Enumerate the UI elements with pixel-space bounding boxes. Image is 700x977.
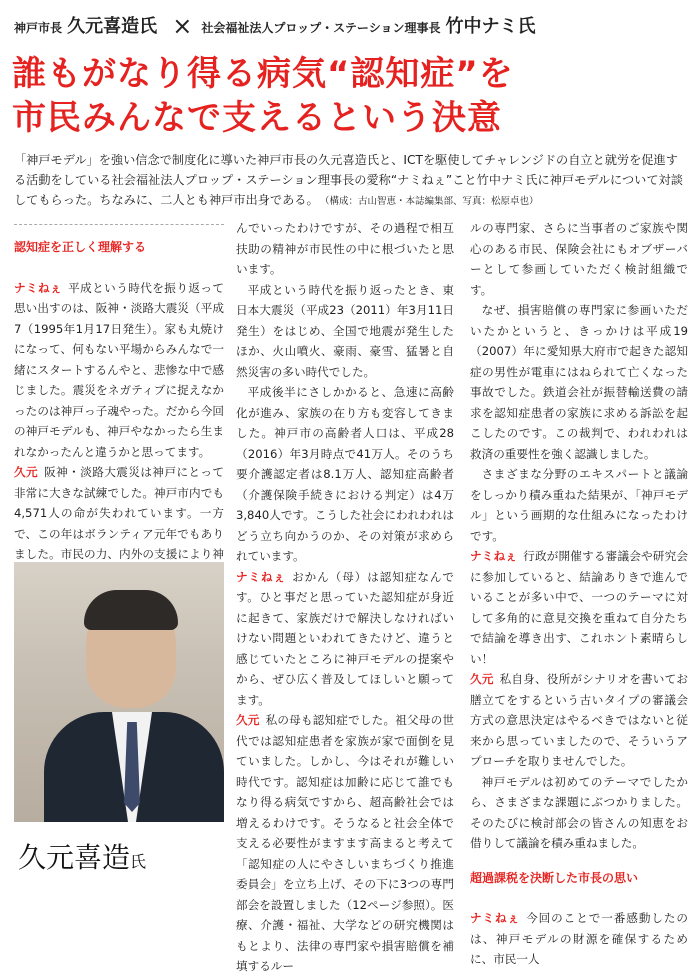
article-header [14, 10, 694, 40]
speaker-label: 久元 [470, 672, 494, 686]
paragraph: 神戸モデルは初めてのテーマでしたから、さまざまな課題にぶつかりました。そのたびに検討部会の皆さんの知恵をお借りして議論を積み重ねました。 [470, 774, 688, 850]
section-heading: 認知症を正しく理解する [14, 240, 147, 254]
column-2 [236, 218, 454, 977]
speaker-label: ナミねぇ [14, 280, 63, 295]
headline-line2: 市民みんなで支えるという決意 [12, 98, 502, 138]
paragraph: ナミねぇ 行政が開催する審議会や研究会に参加していると、結論ありきで進んでいることが多い中で、一つのテーマに対して多角的に意見交換を重ねて自分たちで結論を導き出す、これホント素晴らしい！ [470, 549, 688, 666]
name-hisamoto: 久元喜造氏 [67, 16, 158, 37]
paragraph: 久元 私の母も認知症でした。祖父母の世代では認知症患者を家族が家で面倒を見ていました。しかし、今はそれが難しい時代です。認知症は加齢に応じて誰でもなり得る病気ですから、超高齢社会では増えるわけです。そうなると社会全体で支える必要性がますます高まると考えて「認知症の人にやさしいまちづくり推進委員会」を立ち上げ、その下に3つの専門部会を設置しました（12ページ参照）。医療、介護・福祉、大学などの研究機関はもとより、法律の専門家や損害賠償を補填するルー [236, 713, 454, 973]
speaker-label: 久元 [14, 465, 39, 479]
paragraph: ナミねぇ 今回のことで一番感動したのは、神戸モデルの財源を確保するために、市民一人 [470, 911, 688, 966]
paragraph: ルの専門家、さらに当事者のご家族や関心のある市民、保険会社にもオブザーバーとして参画していただく検討組織です。 [470, 221, 688, 297]
role-chairperson: 社会福祉法人プロップ・ステーション理事長 [201, 21, 441, 35]
speaker-label: 久元 [236, 713, 260, 727]
speaker-label: ナミねぇ [236, 569, 287, 584]
paragraph: さまざまな分野のエキスパートと議論をしっかり積み重ねた結果が、「神戸モデル」という画期的な仕組みになったわけです。 [470, 467, 688, 543]
paragraph: 久元 私自身、役所がシナリオを書いてお膳立てをするという古いタイプの審議会方式の意思決定はやるべきではないと従来から思っていましたので、そういうアプローチを取りませんでした。 [470, 672, 688, 768]
headline [12, 52, 514, 140]
cross-mark: × [172, 12, 193, 40]
speaker-label: ナミねぇ [470, 911, 521, 925]
credit-line: （構成：古山智恵・本誌編集部、写真：松原卓也） [324, 196, 539, 207]
paragraph: ナミねぇ おかん（母）は認知症なんです。ひと事だと思っていた認知症が身近に起きて、家族だけで解決しなければいけない問題といわれてきたけど、違うと感じていたところに神戸モデルの提案やから、ぜひ広く普及してほしいと願ってます。 [236, 569, 454, 707]
lead-paragraph [14, 150, 686, 212]
name-takenaka: 竹中ナミ氏 [445, 16, 536, 37]
paragraph: なぜ、損害賠償の専門家に参画いただいたかというと、きっかけは平成19（2007）年に愛知県大府市で起きた認知症の男性が電車にはねられて亡くなった事故でした。鉄道会社が振替輸送費の請求を認知症患者の家族に求める訴訟を起こしたのです。この裁判で、われわれは救済の重要性を強く認識しました。 [470, 303, 688, 461]
paragraph: 久元 阪神・淡路大震災は神戸にとって非常に大きな試練でした。神戸市内でも4,571人の命が失われています。一方で、この年はボランティア元年でもありました。市民の力、内外の支援により神 [14, 465, 224, 561]
headline-line1: 誰もがなり得る病気“認知症”を [12, 54, 514, 94]
column-1 [14, 218, 224, 585]
paragraph: ナミねぇ 平成という時代を振り返って思い出すのは、阪神・淡路大震災（平成7（1995年1月17日発生）。家も丸焼けになって、何もない平場からみんなで一緒にスタートするんやと、悲惨な中で感じました。震災をネガティブに捉えなかったのは神戸っ子魂やった。だから今回の神戸モデルも、神戸やなかったら生まれなかったんと違うかと思ってます。 [14, 280, 224, 459]
column-3 [470, 218, 688, 970]
role-mayor: 神戸市長 [14, 21, 63, 35]
portrait-photo [14, 562, 224, 822]
photo-caption: 久元喜造氏 [18, 841, 147, 874]
section-heading: 超過課税を決断した市長の思い [470, 870, 639, 885]
speaker-label: ナミねぇ [470, 549, 518, 563]
paragraph: んでいったわけですが、その過程で相互扶助の精神が市民性の中に根づいたと思います。 [236, 221, 454, 276]
paragraph: 平成後半にさしかかると、急速に高齢化が進み、家族の在り方も変容してきました。神戸市の高齢者人口は、平成28（2016）年3月時点で41万人。そのうち要介護認定者は8.1万人、認知症高齢者（介護保険手続きにおける判定）は4万3,840人です。こうした社会にわれわれはどう立ち向かうのか、その対策が求められています。 [236, 385, 454, 563]
photo-hair [84, 590, 178, 630]
lead-text: 「神戸モデル」を強い信念で制度化に導いた神戸市長の久元喜造氏と、ICTを駆使してチャレンジドの自立と就労を促進する活動をしている社会福祉法人プロップ・ステーション理事長の愛称“ナミねぇ”こと竹中ナミ氏に神戸モデルについて対談してもらった。ちなみに、二人とも神戸市出身である。 [14, 153, 683, 207]
divider [14, 224, 224, 225]
paragraph: 平成という時代を振り返ったとき、東日本大震災（平成23（2011）年3月11日発生）をはじめ、全国で地震が発生したほか、火山噴火、豪雨、豪雪、猛暑と自然災害の多い時代でした。 [236, 282, 454, 379]
